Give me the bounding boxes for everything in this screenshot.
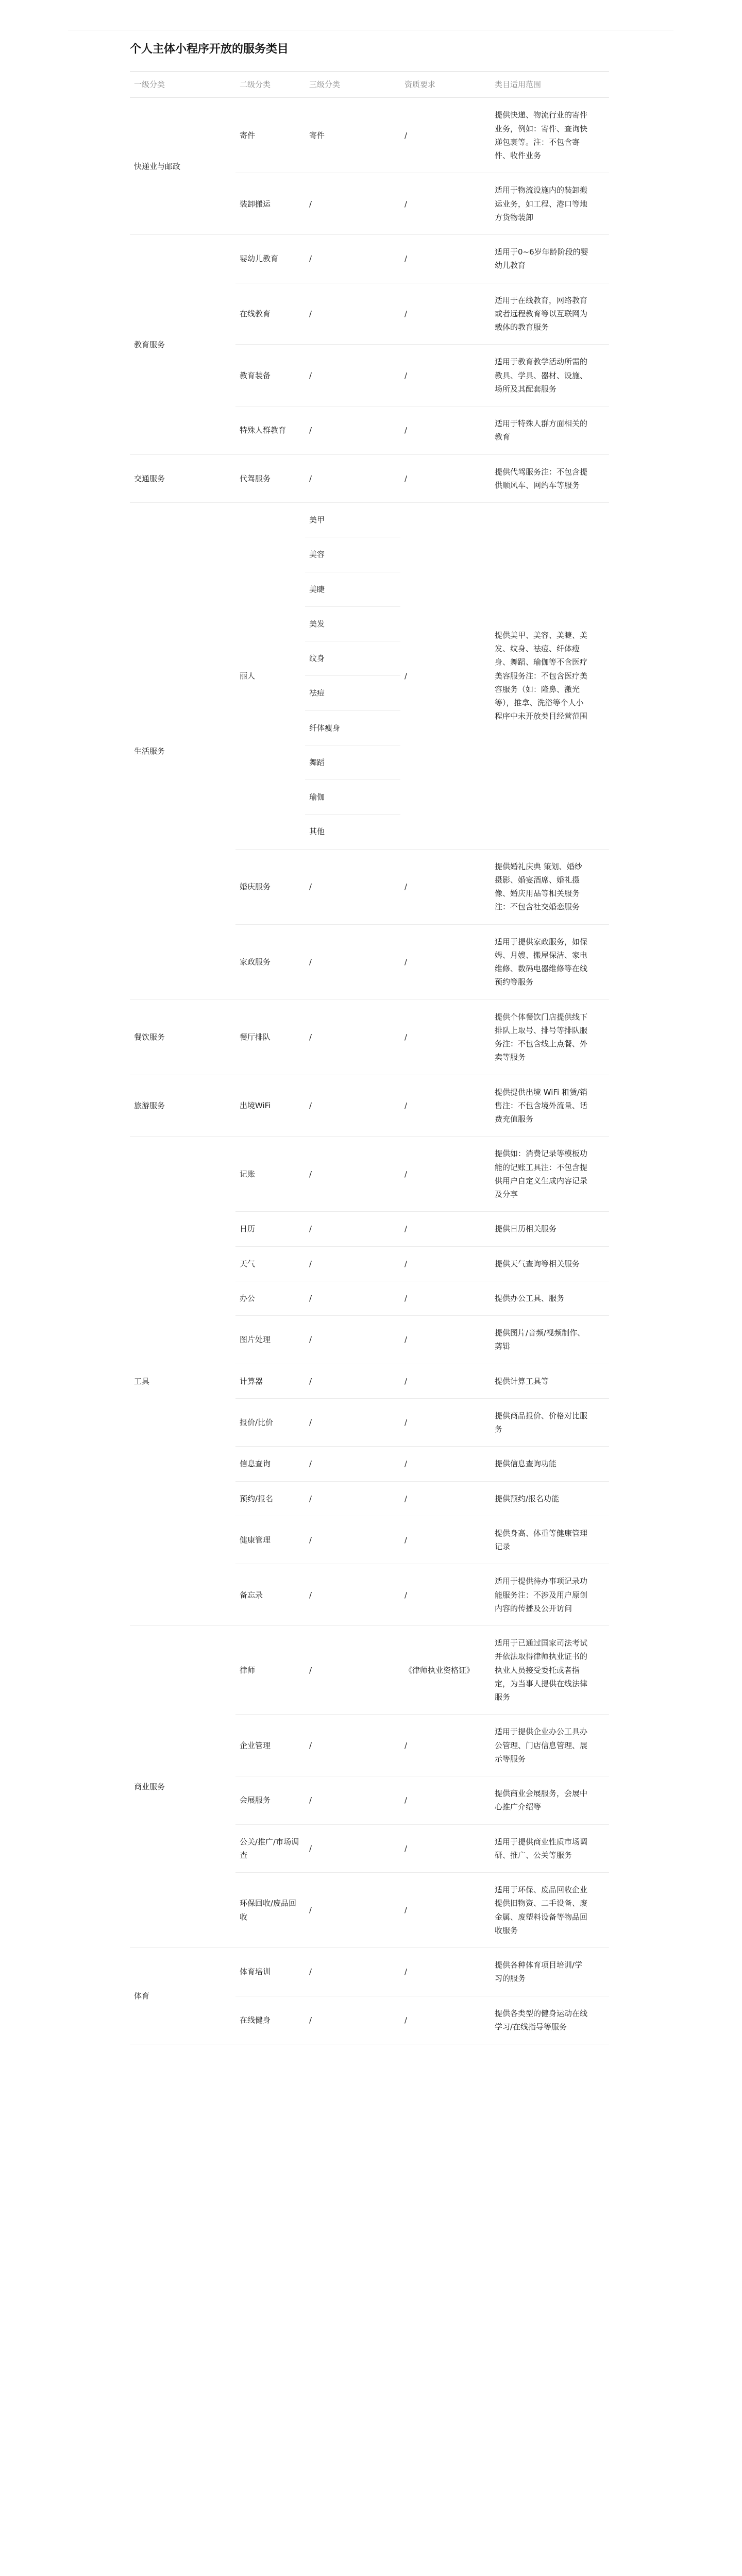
secondary-category-cell: 办公 — [235, 1281, 305, 1315]
tertiary-category-cell: / — [305, 283, 400, 345]
qualification-cell: / — [400, 173, 491, 235]
tertiary-category-cell: / — [305, 1447, 400, 1481]
secondary-category-cell: 报价/比价 — [235, 1398, 305, 1447]
tertiary-category-cell: / — [305, 454, 400, 503]
tertiary-category-cell: / — [305, 1948, 400, 1996]
qualification-cell: / — [400, 454, 491, 503]
table-row — [130, 1075, 609, 1137]
secondary-category-cell: 装卸搬运 — [235, 173, 305, 235]
tertiary-category-cell: 寄件 — [305, 98, 400, 173]
scope-description-cell: 适用于物流设施内的装卸搬运业务，如工程、港口等地方货物装卸 — [491, 173, 609, 235]
qualification-cell: / — [400, 1996, 491, 2044]
primary-category-cell: 生活服务 — [130, 503, 235, 1000]
primary-category-cell: 旅游服务 — [130, 1075, 235, 1137]
scope-description-cell: 提供提供出境 WiFi 租赁/销售注：不包含境外流量、话费充值服务 — [491, 1075, 609, 1137]
secondary-category-cell: 婚庆服务 — [235, 849, 305, 924]
tertiary-category-cell: 瑜伽 — [305, 780, 400, 815]
qualification-cell: / — [400, 1873, 491, 1948]
scope-description-cell: 提供美甲、美容、美睫、美发、纹身、祛痘、纤体瘦身、舞蹈、瑜伽等不含医疗美容服务注：不包含医疗美容服务（如：隆鼻、激光等），推拿、洗浴等个人小程序中未开放类目经营范围 — [491, 503, 609, 850]
scope-description-cell: 适用于提供企业办公工具办公管理、门店信息管理、展示等服务 — [491, 1715, 609, 1776]
qualification-cell: / — [400, 1075, 491, 1137]
tertiary-category-cell: / — [305, 1364, 400, 1398]
secondary-category-cell: 教育装备 — [235, 345, 305, 406]
secondary-category-cell: 企业管理 — [235, 1715, 305, 1776]
tertiary-category-cell: / — [305, 1281, 400, 1315]
tertiary-category-cell: / — [305, 1715, 400, 1776]
qualification-cell: / — [400, 1281, 491, 1315]
primary-category-cell: 餐饮服务 — [130, 999, 235, 1075]
tertiary-category-cell: / — [305, 1212, 400, 1246]
scope-description-cell: 提供预约/报名功能 — [491, 1481, 609, 1516]
qualification-cell: / — [400, 1398, 491, 1447]
qualification-cell: / — [400, 1776, 491, 1825]
scope-description-cell: 提供计算工具等 — [491, 1364, 609, 1398]
table-row — [130, 1137, 609, 1212]
scope-description-cell: 适用于特殊人群方面相关的教育 — [491, 406, 609, 455]
qualification-cell: / — [400, 503, 491, 850]
scope-description-cell: 适用于教育教学活动所需的教具、学具、器材、设施、场所及其配套服务 — [491, 345, 609, 406]
secondary-category-cell: 计算器 — [235, 1364, 305, 1398]
table-row — [130, 98, 609, 173]
page-title: 个人主体小程序开放的服务类目 — [130, 43, 289, 56]
tertiary-category-cell: 美甲 — [305, 503, 400, 537]
qualification-cell: / — [400, 1137, 491, 1212]
scope-description-cell: 提供各种体育项目培训/学习的服务 — [491, 1948, 609, 1996]
tertiary-category-cell: / — [305, 1316, 400, 1364]
qualification-cell: / — [400, 1364, 491, 1398]
table-row — [130, 503, 609, 537]
header-secondary: 二级分类 — [235, 72, 305, 98]
tertiary-category-cell: / — [305, 1824, 400, 1873]
qualification-cell: / — [400, 235, 491, 283]
secondary-category-cell: 健康管理 — [235, 1516, 305, 1564]
tertiary-category-cell: 舞蹈 — [305, 745, 400, 779]
tertiary-category-cell: / — [305, 1481, 400, 1516]
primary-category-cell: 交通服务 — [130, 454, 235, 503]
table-row — [130, 235, 609, 283]
tertiary-category-cell: / — [305, 1516, 400, 1564]
scope-description-cell: 提供个体餐饮门店提供线下排队上取号、排号等排队服务注：不包含线上点餐、外卖等服务 — [491, 999, 609, 1075]
secondary-category-cell: 在线健身 — [235, 1996, 305, 2044]
scope-description-cell: 提供身高、体重等健康管理记录 — [491, 1516, 609, 1564]
tertiary-category-cell: / — [305, 1776, 400, 1825]
scope-description-cell: 提供图片/音频/视频制作、剪辑 — [491, 1316, 609, 1364]
secondary-category-cell: 体育培训 — [235, 1948, 305, 1996]
table-row — [130, 1948, 609, 1996]
table-header — [130, 72, 609, 98]
qualification-cell: / — [400, 1824, 491, 1873]
tertiary-category-cell: 纤体瘦身 — [305, 710, 400, 745]
tertiary-category-cell: / — [305, 1873, 400, 1948]
scope-description-cell: 提供代驾服务注：不包含提供顺风车、网约车等服务 — [491, 454, 609, 503]
scope-description-cell: 适用于提供商业性质市场调研、推广、公关等服务 — [491, 1824, 609, 1873]
secondary-category-cell: 餐厅排队 — [235, 999, 305, 1075]
tertiary-category-cell: / — [305, 1996, 400, 2044]
qualification-cell: / — [400, 1481, 491, 1516]
secondary-category-cell: 出境WiFi — [235, 1075, 305, 1137]
qualification-cell: / — [400, 1516, 491, 1564]
tertiary-category-cell: / — [305, 1564, 400, 1626]
secondary-category-cell: 日历 — [235, 1212, 305, 1246]
header-row — [130, 72, 609, 98]
tertiary-category-cell: / — [305, 849, 400, 924]
secondary-category-cell: 环保回收/废品回收 — [235, 1873, 305, 1948]
header-qualification: 资质要求 — [400, 72, 491, 98]
tertiary-category-cell: 纹身 — [305, 641, 400, 676]
qualification-cell: / — [400, 1447, 491, 1481]
tertiary-category-cell: / — [305, 924, 400, 999]
scope-description-cell: 提供各类型的健身运动在线学习/在线指导等服务 — [491, 1996, 609, 2044]
scope-description-cell: 提供商品报价、价格对比服务 — [491, 1398, 609, 1447]
scope-description-cell: 适用于已通过国家司法考试并依法取得律师执业证书的执业人员接受委托或者指定，为当事人提供在线法律服务 — [491, 1626, 609, 1715]
tertiary-category-cell: 美发 — [305, 606, 400, 641]
qualification-cell: / — [400, 283, 491, 345]
scope-description-cell: 提供快递、物流行业的寄件业务，例如：寄件、查询快递包裹等。注：不包含寄件、收件业务 — [491, 98, 609, 173]
table-row — [130, 999, 609, 1075]
qualification-cell: / — [400, 1948, 491, 1996]
secondary-category-cell: 图片处理 — [235, 1316, 305, 1364]
tertiary-category-cell: / — [305, 999, 400, 1075]
qualification-cell: / — [400, 345, 491, 406]
scope-description-cell: 提供办公工具、服务 — [491, 1281, 609, 1315]
secondary-category-cell: 天气 — [235, 1246, 305, 1281]
secondary-category-cell: 备忘录 — [235, 1564, 305, 1626]
secondary-category-cell: 代驾服务 — [235, 454, 305, 503]
table-body — [130, 98, 609, 2044]
tertiary-category-cell: / — [305, 235, 400, 283]
primary-category-cell: 体育 — [130, 1948, 235, 2044]
tertiary-category-cell: / — [305, 345, 400, 406]
tertiary-category-cell: / — [305, 1137, 400, 1212]
qualification-cell: / — [400, 98, 491, 173]
qualification-cell: / — [400, 406, 491, 455]
scope-description-cell: 适用于0~6岁年龄阶段的婴幼儿教育 — [491, 235, 609, 283]
secondary-category-cell: 家政服务 — [235, 924, 305, 999]
secondary-category-cell: 丽人 — [235, 503, 305, 850]
scope-description-cell: 适用于提供待办事项记录功能服务注：不涉及用户原创内容的传播及公开访问 — [491, 1564, 609, 1626]
tertiary-category-cell: / — [305, 406, 400, 455]
scope-description-cell: 提供商业会展服务，会展中心推广介绍等 — [491, 1776, 609, 1825]
tertiary-category-cell: / — [305, 1075, 400, 1137]
tertiary-category-cell: / — [305, 1398, 400, 1447]
qualification-cell: / — [400, 1246, 491, 1281]
header-tertiary: 三级分类 — [305, 72, 400, 98]
secondary-category-cell: 婴幼儿教育 — [235, 235, 305, 283]
secondary-category-cell: 特殊人群教育 — [235, 406, 305, 455]
scope-description-cell: 提供日历相关服务 — [491, 1212, 609, 1246]
header-scope: 类目适用范围 — [491, 72, 609, 98]
secondary-category-cell: 信息查询 — [235, 1447, 305, 1481]
table-row — [130, 1626, 609, 1715]
table-row — [130, 454, 609, 503]
scope-description-cell: 适用于环保、废品回收企业提供旧物资、二手设备、废金属、废塑料设备等物品回收服务 — [491, 1873, 609, 1948]
scope-description-cell: 提供婚礼庆典 策划、婚纱摄影、婚宴酒席、婚礼摄像、婚庆用品等相关服务注：不包含社交婚恋服务 — [491, 849, 609, 924]
scope-description-cell: 适用于提供家政服务，如保姆、月嫂、搬屋保洁、家电维修、数码电器维修等在线预约等服务 — [491, 924, 609, 999]
qualification-cell: / — [400, 1564, 491, 1626]
scope-description-cell: 提供天气查询等相关服务 — [491, 1246, 609, 1281]
tertiary-category-cell: 祛痘 — [305, 676, 400, 710]
secondary-category-cell: 律师 — [235, 1626, 305, 1715]
tertiary-category-cell: 美睫 — [305, 572, 400, 606]
qualification-cell: / — [400, 924, 491, 999]
primary-category-cell: 商业服务 — [130, 1626, 235, 1948]
tertiary-category-cell: 美容 — [305, 537, 400, 572]
secondary-category-cell: 在线教育 — [235, 283, 305, 345]
qualification-cell: 《律师执业资格证》 — [400, 1626, 491, 1715]
qualification-cell: / — [400, 1316, 491, 1364]
header-primary: 一级分类 — [130, 72, 235, 98]
secondary-category-cell: 预约/报名 — [235, 1481, 305, 1516]
tertiary-category-cell: / — [305, 1246, 400, 1281]
tertiary-category-cell: / — [305, 1626, 400, 1715]
primary-category-cell: 工具 — [130, 1137, 235, 1626]
service-category-table — [130, 71, 609, 2044]
secondary-category-cell: 寄件 — [235, 98, 305, 173]
secondary-category-cell: 记账 — [235, 1137, 305, 1212]
document — [130, 40, 609, 2044]
qualification-cell: / — [400, 1212, 491, 1246]
secondary-category-cell: 会展服务 — [235, 1776, 305, 1825]
scope-description-cell: 提供如：消费记录等模板功能的记账工具注：不包含提供用户自定义生成内容记录及分享 — [491, 1137, 609, 1212]
scope-description-cell: 提供信息查询功能 — [491, 1447, 609, 1481]
tertiary-category-cell: 其他 — [305, 815, 400, 849]
primary-category-cell: 快递业与邮政 — [130, 98, 235, 235]
qualification-cell: / — [400, 849, 491, 924]
scope-description-cell: 适用于在线教育，网络教育或者远程教育等以互联网为载体的教育服务 — [491, 283, 609, 345]
secondary-category-cell: 公关/推广/市场调查 — [235, 1824, 305, 1873]
tertiary-category-cell: / — [305, 173, 400, 235]
primary-category-cell: 教育服务 — [130, 235, 235, 455]
qualification-cell: / — [400, 999, 491, 1075]
qualification-cell: / — [400, 1715, 491, 1776]
